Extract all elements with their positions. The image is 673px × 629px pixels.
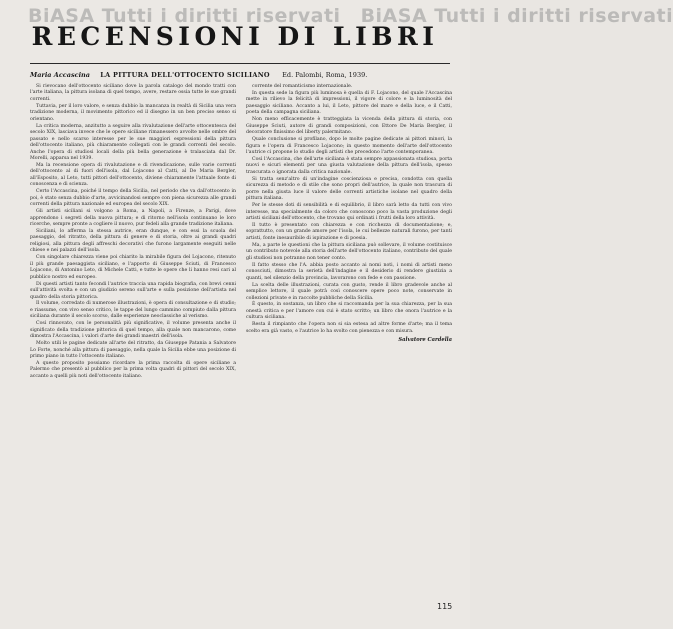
- paragraph: Per le stesse doti di sensibilità e di equilibrio, il libro sarà letto da tutti con vivo interesse, ma specialmente da coloro che conoscono poco la vasta produzione degli artisti siciliani dell'ottocento, che trovano qui ordinati i frutti della loro attività.: [246, 203, 452, 222]
- paragraph: Ma, a parte le questioni che la pittura siciliana può sollevare, il volume costituisce un contributo notevole alla storia dell'arte dell'ottocento italiano, contributo del quale gli studiosi non potranno non tener conto.: [246, 242, 452, 261]
- section-title: RECENSIONI DI LIBRI: [31, 22, 439, 51]
- paragraph: È questo, in sostanza, un libro che si raccomanda per la sua chiarezza, per la sua onestà critica e per l'amore con cui è stato scritto; un libro che onora l'autrice e la cultura siciliana.: [246, 302, 452, 321]
- paragraph: In questa sede la figura più luminosa è quella di F. Lojacono, del quale l'Accascina mette in rilievo la felicità di impressioni, il vigore di colore e la luminosità del paesaggio siciliano. Accanto a lui, il Leto, pittore del mare e della luce, e il Catti, poeta della campagna siciliana.: [246, 90, 452, 116]
- paragraph: Tuttavia, per il loro valore, e senza dubbio la mancanza in realtà di Sicilia una vera tradizione moderna, il movimento pittorico ed il disegno in un ben preciso senso si orientano.: [30, 103, 236, 122]
- paragraph: Quale conclusione si profilano, dopo le molte pagine dedicate ai pittori minori, la figura e l'opera di Francesco Lojacono; in questo momento dell'arte dell'ottocento l'autrice ci propone lo studio degli artisti che precedono l'arte contemporanea.: [246, 137, 452, 156]
- publisher-info: Ed. Palombi, Roma, 1939.: [282, 71, 368, 79]
- paragraph: La critica moderna, anzitutto a seguire alla rivalutazione dell'arte ottocentesca del secolo XIX, lasciava invece che le opere siciliane rimanessero avvolte nelle ombre del passato e nello scarso interesse per le sue maggiori espressioni della pittura dell'ottocento italiano, più chiaramente collegati con le grandi correnti del secolo. Anche l'opera di studiosi locali della più bella generazione è tralasciata dal Dr. Morelli, apparsa nel 1939.: [30, 123, 236, 161]
- paragraph: Così l'Accascina, che dell'arte siciliana è stata sempre appassionata studiosa, porta nuovi e sicuri elementi per una giusta valutazione della pittura dell'isola, spesso trascurata o ignorata dalla critica nazionale.: [246, 156, 452, 175]
- paragraph: corrente del romanticismo internazionale.: [252, 84, 353, 89]
- paragraph: Il tutto è presentato con chiarezza e con ricchezza di documentazione; e, soprattutto, con un grande amore per l'isola, le cui bellezze naturali furono, per tanti artisti, fonte inesauribile di ispirazione e di poesia.: [246, 223, 452, 241]
- paragraph: Il fatto stesso che l'A. abbia posto accanto ai nomi noti, i nomi di artisti meno conosciuti, dimostra la serietà dell'indagine e il desiderio di rendere giustizia a quanti, nel silenzio della provincia, lavorarono con fede e con passione.: [246, 262, 452, 281]
- article-body: [30, 84, 452, 599]
- paragraph: Non meno efficacemente è tratteggiata la vicenda della pittura di storia, con Giuseppe Sciuti, autore di grandi composizioni, con Ettore De Maria Bergler, il decoratore finissimo del liberty palermitano.: [246, 117, 452, 136]
- book-title: LA PITTURA DELL'OTTOCENTO SICILIANO: [100, 71, 270, 79]
- right-column: [246, 84, 452, 599]
- paragraph: Certo l'Accascina, poiché il tempo della Sicilia, nel periodo che va dall'ottocento in poi, è stato senza dubbio d'arte, avvicinandosi sempre con piena sicurezza alle grandi correnti della pittura nazionale ed europea del secolo XIX.: [30, 189, 236, 208]
- paragraph: Il volume, corredato di numerose illustrazioni, è opera di consultazione e di studio; e riassume, con vivo senso critico, le tappe del lungo cammino compiuto dalla pittura siciliana durante il secolo scorso, dalle esperienze neoclassiche al verismo.: [30, 301, 236, 320]
- paragraph: Gli artisti siciliani si volgono a Roma, a Napoli, a Firenze, a Parigi, dove apprendono i segreti della nuova pittura; e di ritorno nell'isola continuano le loro ricerche, sempre pronte a cogliere il nuovo, pur fedeli alla grande tradizione italiana.: [30, 209, 236, 228]
- reviewer-signature: Salvatore Cardella: [398, 337, 452, 344]
- paragraph: Si tratta senz'altro di un'indagine coscienziosa e precisa, condotta con quella sicurezza di metodo e di stile che sono propri dell'autrice, la quale non trascura di porre nella giusta luce il valore delle correnti artistiche isolane nel quadro della pittura italiana.: [246, 176, 452, 202]
- paragraph: Così rinnovato, con le personalità più significative, il volume presenta anche il significato della tradizione pittorica di quel tempo, alla quale non mancarono, come dimostra l'Accascina, i valori d'arte dei grandi maestri dell'isola.: [30, 321, 236, 340]
- paragraph: Ma la recensione opera di rivalutazione e di rivendicazione, sulle varie correnti dell'ottocento al di fuori dell'isola, dal Lojacono al Catti, al De Maria Bergler, all'Esposito, al Leto, tutti pittori dell'ottocento, diviene chiaramente l'attuale fonte di conoscenza e di scienza.: [30, 162, 236, 188]
- paragraph: Con singolare chiarezza viene poi chiarito la mirabile figura del Lojacono, ritenuto il più grande paesaggista siciliano, e l'apporto di Giuseppe Sciuti, di Francesco Lojacono, di Antonino Leto, di Michele Catti, e tutte le opere che li hanno resi cari al pubblico nostro ed europeo.: [30, 255, 236, 280]
- watermark-text-left: BiASA Tutti i diritti riservati: [28, 5, 341, 27]
- paragraph: Resta il rimpianto che l'opera non si sia estesa ad altre forme d'arte; ma il tema scelto era già vasto, e l'autrice lo ha svolto con pienezza e con misura.: [246, 322, 452, 334]
- paragraph: A questo proposito possiamo ricordare la prima raccolta di opere siciliane a Palermo che presentò al pubblico per la prima volta quadri di pittori del secolo XIX, accanto a quelli più noti dell'ottocento italiano.: [30, 361, 236, 379]
- page-number: 115: [437, 602, 453, 611]
- review-byline: [30, 71, 450, 82]
- paragraph: Molto utili le pagine dedicate all'arte del ritratto, da Giuseppe Patania a Salvatore Lo Forte, nonché alla pittura di paesaggio, nella quale la Sicilia ebbe una posizione di primo piano in tutto l'ottocento italiano.: [30, 341, 236, 360]
- paragraph: Siciliani, lo afferma la stessa autrice, eran dunque, e con essi la scuola del paesaggio, del ritratto, della pittura di genere e di storia, oltre ai grandi quadri religiosi, alla pittura degli affreschi decorativi che furono largamente eseguiti nelle chiese e nei palazzi dell'isola.: [30, 228, 236, 254]
- paragraph: Si rievocano dell'ottocento siciliano dove la parola catalogo del mondo tratti con l'arte italiana, la pittura isolana di quel tempo, avere, restare ossia tutte le sue grandi correnti.: [30, 84, 236, 102]
- watermark-text-right: BiASA Tutti i diritti riservati: [360, 5, 673, 27]
- title-rule: [30, 63, 450, 64]
- paragraph: Di questi artisti tanto fecondi l'autrice traccia una rapida biografia, con brevi cenni sull'attività svolta e con un giudizio sereno sull'arte e sulla posizione dell'artista nel quadro della storia pittorica.: [30, 281, 236, 300]
- left-column: [30, 84, 236, 599]
- paragraph: La scelta delle illustrazioni, curata con gusto, rende il libro gradevole anche al semplice lettore, il quale potrà così conoscere opere poco note, conservate in collezioni private e in raccolte pubbliche della Sicilia.: [246, 282, 452, 301]
- review-author: Maria Accascina: [30, 71, 90, 79]
